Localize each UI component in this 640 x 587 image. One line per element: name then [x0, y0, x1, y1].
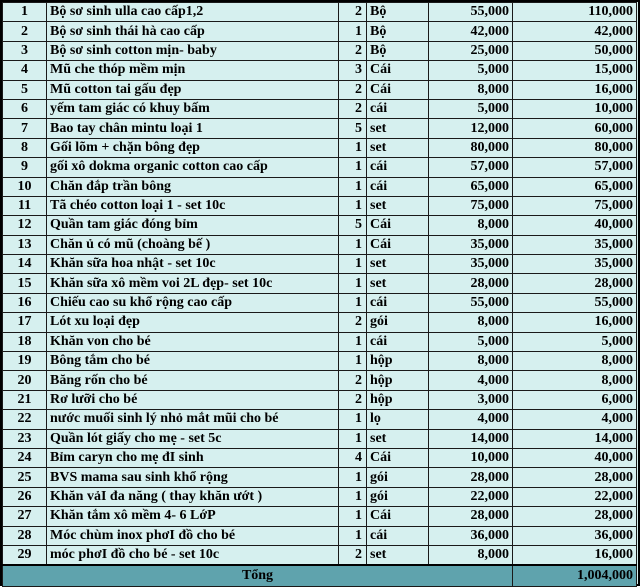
row-number: 23: [3, 429, 47, 448]
unit: Bộ: [367, 22, 429, 41]
unit-price: 28,000: [429, 468, 513, 487]
line-total: 75,000: [513, 196, 637, 215]
table-row: [3, 448, 637, 467]
row-number: 1: [3, 3, 47, 22]
unit-price: 8,000: [429, 545, 513, 565]
unit-price: 14,000: [429, 429, 513, 448]
unit-price: 28,000: [429, 274, 513, 293]
total-label: Tổng: [3, 565, 513, 587]
row-number: 5: [3, 80, 47, 99]
row-number: 29: [3, 545, 47, 565]
quantity: 4: [339, 448, 367, 467]
table-row: [3, 235, 637, 254]
line-total: 60,000: [513, 119, 637, 138]
line-total: 40,000: [513, 448, 637, 467]
row-number: 11: [3, 196, 47, 215]
unit: Bộ: [367, 41, 429, 60]
item-name: Khăn tắm xô mềm 4- 6 LớP: [47, 507, 339, 526]
unit-price: 10,000: [429, 448, 513, 467]
unit-price: 8,000: [429, 80, 513, 99]
unit-price: 42,000: [429, 22, 513, 41]
line-total: 8,000: [513, 371, 637, 390]
line-total: 65,000: [513, 177, 637, 196]
item-name: Bông tắm cho bé: [47, 352, 339, 371]
row-number: 22: [3, 410, 47, 429]
unit: set: [367, 429, 429, 448]
line-total: 35,000: [513, 255, 637, 274]
line-total: 8,000: [513, 352, 637, 371]
item-name: Quần lót giấy cho mẹ - set 5c: [47, 429, 339, 448]
row-number: 2: [3, 22, 47, 41]
items-table: [2, 2, 637, 587]
line-total: 15,000: [513, 61, 637, 80]
item-name: Móc chùm inox phơI đồ cho bé: [47, 526, 339, 545]
unit-price: 65,000: [429, 177, 513, 196]
quantity: 2: [339, 80, 367, 99]
quantity: 1: [339, 274, 367, 293]
item-name: Khăn vảI đa năng ( thay khăn ướt ): [47, 487, 339, 506]
unit: hộp: [367, 352, 429, 371]
row-number: 26: [3, 487, 47, 506]
unit: cái: [367, 158, 429, 177]
item-name: nước muối sinh lý nhỏ mắt mũi cho bé: [47, 410, 339, 429]
unit-price: 8,000: [429, 313, 513, 332]
quantity: 1: [339, 410, 367, 429]
unit-price: 57,000: [429, 158, 513, 177]
item-name: gối xô dokma organic cotton cao cấp: [47, 158, 339, 177]
item-name: Bộ sơ sinh cotton mịn- baby: [47, 41, 339, 60]
unit: hộp: [367, 371, 429, 390]
row-number: 6: [3, 99, 47, 118]
quantity: 3: [339, 61, 367, 80]
quantity: 5: [339, 216, 367, 235]
item-name: móc phơI đồ cho bé - set 10c: [47, 545, 339, 565]
unit: Cái: [367, 216, 429, 235]
table-row: [3, 80, 637, 99]
row-number: 7: [3, 119, 47, 138]
item-name: Quần tam giác đóng bỉm: [47, 216, 339, 235]
quantity: 2: [339, 41, 367, 60]
unit: set: [367, 138, 429, 157]
row-number: 17: [3, 313, 47, 332]
line-total: 16,000: [513, 545, 637, 565]
row-number: 12: [3, 216, 47, 235]
item-name: Băng rốn cho bé: [47, 371, 339, 390]
row-number: 3: [3, 41, 47, 60]
line-total: 16,000: [513, 313, 637, 332]
quantity: 2: [339, 545, 367, 565]
unit-price: 35,000: [429, 235, 513, 254]
table-row: [3, 177, 637, 196]
row-number: 28: [3, 526, 47, 545]
item-name: Lót xu loại đẹp: [47, 313, 339, 332]
item-name: Chăn đắp trần bông: [47, 177, 339, 196]
unit: gói: [367, 313, 429, 332]
table-row: [3, 526, 637, 545]
item-name: Khăn sữa xô mềm voi 2L đẹp- set 10c: [47, 274, 339, 293]
line-total: 10,000: [513, 99, 637, 118]
quantity: 1: [339, 158, 367, 177]
table-row: [3, 41, 637, 60]
item-name: Khăn von cho bé: [47, 332, 339, 351]
quantity: 2: [339, 99, 367, 118]
line-total: 42,000: [513, 22, 637, 41]
quantity: 1: [339, 255, 367, 274]
unit: hộp: [367, 390, 429, 409]
row-number: 20: [3, 371, 47, 390]
table-row: [3, 216, 637, 235]
unit-price: 35,000: [429, 255, 513, 274]
quantity: 1: [339, 526, 367, 545]
unit: set: [367, 119, 429, 138]
table-row: [3, 371, 637, 390]
table-row: [3, 158, 637, 177]
unit: cái: [367, 293, 429, 312]
unit-price: 5,000: [429, 99, 513, 118]
quantity: 1: [339, 352, 367, 371]
quantity: 1: [339, 196, 367, 215]
table-row: [3, 545, 637, 565]
quantity: 2: [339, 313, 367, 332]
table-row: [3, 196, 637, 215]
line-total: 50,000: [513, 41, 637, 60]
item-name: Mũ cotton tai gấu đẹp: [47, 80, 339, 99]
table-row: [3, 99, 637, 118]
unit: set: [367, 255, 429, 274]
quantity: 1: [339, 332, 367, 351]
unit-price: 3,000: [429, 390, 513, 409]
unit-price: 5,000: [429, 61, 513, 80]
table-row: [3, 61, 637, 80]
unit: gói: [367, 468, 429, 487]
row-number: 9: [3, 158, 47, 177]
row-number: 27: [3, 507, 47, 526]
quantity: 2: [339, 371, 367, 390]
unit-price: 75,000: [429, 196, 513, 215]
unit: lọ: [367, 410, 429, 429]
unit-price: 5,000: [429, 332, 513, 351]
unit: set: [367, 274, 429, 293]
table-row: [3, 352, 637, 371]
quantity: 1: [339, 177, 367, 196]
total-row: [3, 565, 637, 587]
line-total: 28,000: [513, 468, 637, 487]
line-total: 14,000: [513, 429, 637, 448]
quantity: 1: [339, 429, 367, 448]
table-row: [3, 429, 637, 448]
unit: Cái: [367, 80, 429, 99]
line-total: 36,000: [513, 526, 637, 545]
table-row: [3, 255, 637, 274]
item-name: Chiếu cao su khổ rộng cao cấp: [47, 293, 339, 312]
item-name: Bao tay chân mintu loại 1: [47, 119, 339, 138]
unit-price: 4,000: [429, 410, 513, 429]
table-row: [3, 410, 637, 429]
unit: cái: [367, 526, 429, 545]
quantity: 1: [339, 293, 367, 312]
quantity: 2: [339, 390, 367, 409]
unit: Cái: [367, 235, 429, 254]
line-total: 28,000: [513, 274, 637, 293]
table-row: [3, 468, 637, 487]
unit: cái: [367, 99, 429, 118]
unit: Cái: [367, 448, 429, 467]
unit: set: [367, 196, 429, 215]
table-row: [3, 332, 637, 351]
quantity: 1: [339, 468, 367, 487]
item-name: Bộ sơ sinh ulla cao cấp1,2: [47, 3, 339, 22]
unit: Cái: [367, 61, 429, 80]
item-name: Chăn ủ có mũ (choàng bế ): [47, 235, 339, 254]
table-row: [3, 138, 637, 157]
line-total: 5,000: [513, 332, 637, 351]
item-name: Rơ lưỡi cho bé: [47, 390, 339, 409]
table-row: [3, 119, 637, 138]
table-row: [3, 313, 637, 332]
item-name: Tã chéo cotton loại 1 - set 10c: [47, 196, 339, 215]
quantity: 1: [339, 22, 367, 41]
unit-price: 28,000: [429, 507, 513, 526]
row-number: 16: [3, 293, 47, 312]
line-total: 16,000: [513, 80, 637, 99]
unit: gói: [367, 487, 429, 506]
unit: cái: [367, 177, 429, 196]
table-row: [3, 507, 637, 526]
row-number: 24: [3, 448, 47, 467]
row-number: 8: [3, 138, 47, 157]
row-number: 19: [3, 352, 47, 371]
unit-price: 55,000: [429, 293, 513, 312]
quantity: 1: [339, 507, 367, 526]
line-total: 57,000: [513, 158, 637, 177]
line-total: 4,000: [513, 410, 637, 429]
line-total: 22,000: [513, 487, 637, 506]
table-row: [3, 3, 637, 22]
quantity: 1: [339, 138, 367, 157]
table-row: [3, 274, 637, 293]
unit-price: 36,000: [429, 526, 513, 545]
grand-total: 1,004,000: [513, 565, 637, 587]
unit-price: 55,000: [429, 3, 513, 22]
unit: set: [367, 545, 429, 565]
item-name: yếm tam giác có khuy bấm: [47, 99, 339, 118]
unit: cái: [367, 332, 429, 351]
unit-price: 22,000: [429, 487, 513, 506]
quantity: 2: [339, 3, 367, 22]
line-total: 80,000: [513, 138, 637, 157]
item-name: Bỉm caryn cho mẹ đI sinh: [47, 448, 339, 467]
line-total: 35,000: [513, 235, 637, 254]
line-total: 110,000: [513, 3, 637, 22]
unit-price: 80,000: [429, 138, 513, 157]
row-number: 14: [3, 255, 47, 274]
unit-price: 25,000: [429, 41, 513, 60]
item-name: BVS mama sau sinh khổ rộng: [47, 468, 339, 487]
item-name: Gối lõm + chặn bông đẹp: [47, 138, 339, 157]
unit: Bộ: [367, 3, 429, 22]
line-total: 6,000: [513, 390, 637, 409]
row-number: 15: [3, 274, 47, 293]
table-row: [3, 293, 637, 312]
row-number: 21: [3, 390, 47, 409]
row-number: 4: [3, 61, 47, 80]
table-row: [3, 22, 637, 41]
line-total: 28,000: [513, 507, 637, 526]
quantity: 1: [339, 235, 367, 254]
row-number: 25: [3, 468, 47, 487]
items-table-body: [3, 3, 637, 566]
unit-price: 12,000: [429, 119, 513, 138]
quantity: 1: [339, 487, 367, 506]
row-number: 13: [3, 235, 47, 254]
line-total: 40,000: [513, 216, 637, 235]
row-number: 18: [3, 332, 47, 351]
row-number: 10: [3, 177, 47, 196]
unit-price: 8,000: [429, 352, 513, 371]
table-row: [3, 390, 637, 409]
unit-price: 4,000: [429, 371, 513, 390]
unit-price: 8,000: [429, 216, 513, 235]
item-name: Khăn sữa hoa nhật - set 10c: [47, 255, 339, 274]
table-row: [3, 487, 637, 506]
item-name: Mũ che thóp mềm mịn: [47, 61, 339, 80]
unit: Cái: [367, 507, 429, 526]
quantity: 5: [339, 119, 367, 138]
line-total: 55,000: [513, 293, 637, 312]
item-name: Bộ sơ sinh thái hà cao cấp: [47, 22, 339, 41]
